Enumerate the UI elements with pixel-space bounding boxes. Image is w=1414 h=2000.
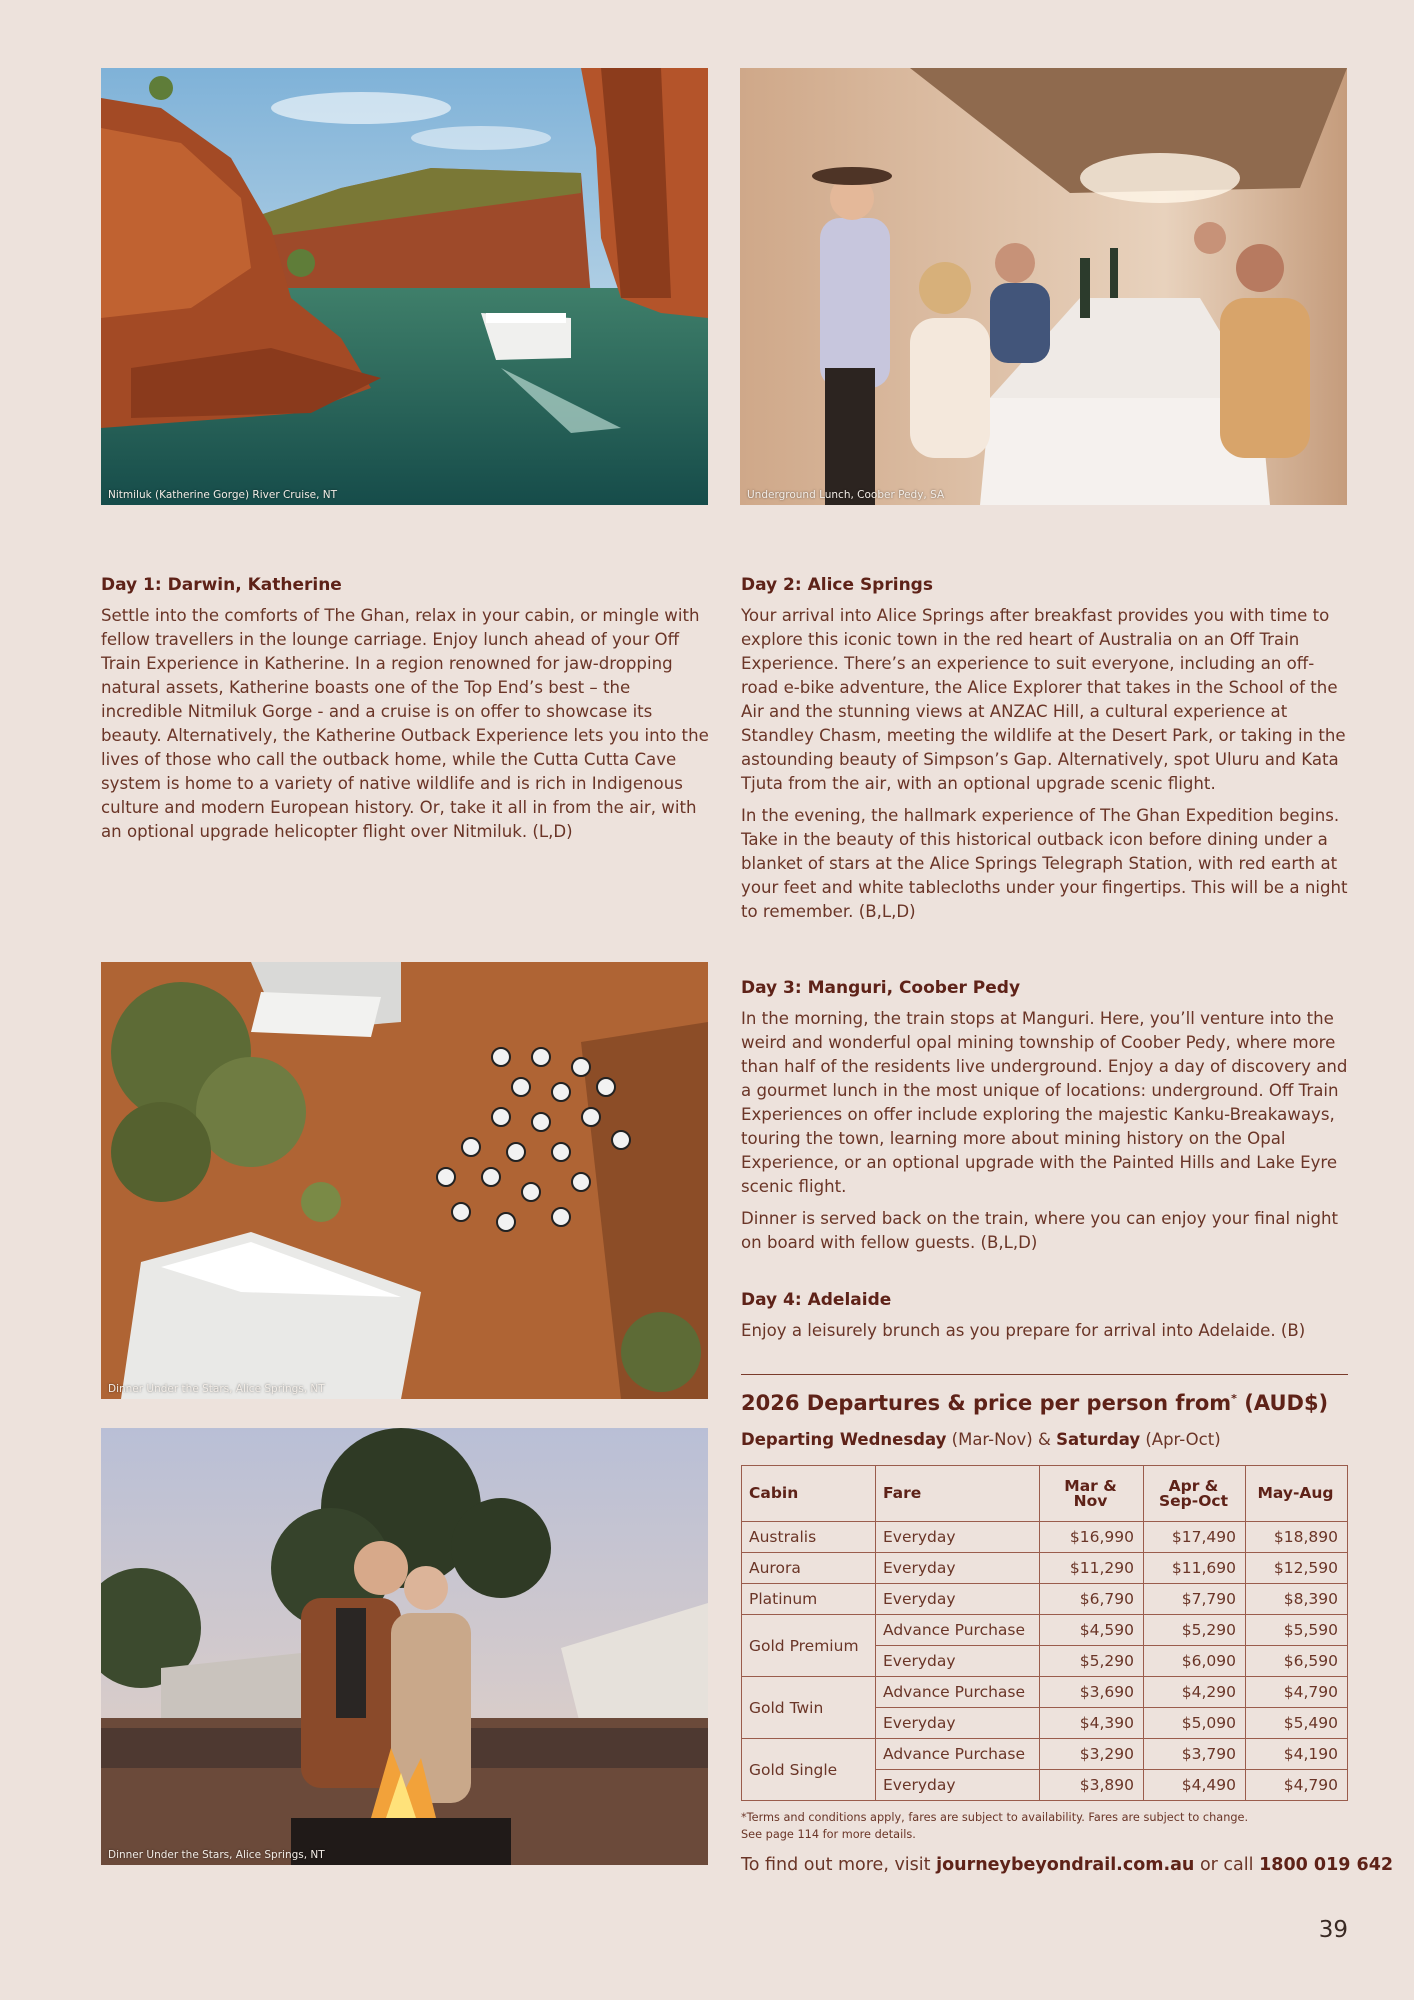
cell-price: $3,790 xyxy=(1144,1739,1246,1770)
cell-fare: Everyday xyxy=(876,1646,1040,1677)
cta-mid: or call xyxy=(1199,1855,1254,1875)
day-2-title: Day 2: Alice Springs xyxy=(741,575,933,595)
website-link[interactable]: journeybeyondrail.com.au xyxy=(936,1855,1195,1875)
cell-price: $4,490 xyxy=(1144,1770,1246,1801)
cell-price: $18,890 xyxy=(1246,1522,1348,1553)
cell-fare: Advance Purchase xyxy=(876,1739,1040,1770)
departing-range-1: (Mar-Nov) & xyxy=(951,1430,1051,1449)
gorge-illustration xyxy=(101,68,708,505)
cell-price: $8,390 xyxy=(1246,1584,1348,1615)
day-1-section xyxy=(101,574,711,852)
photo-underground-lunch xyxy=(740,68,1347,505)
cta-prefix: To find out more, visit xyxy=(741,1855,931,1875)
day-3-section xyxy=(741,977,1351,1263)
photo-caption: Underground Lunch, Coober Pedy, SA xyxy=(747,489,945,501)
cell-price: $7,790 xyxy=(1144,1584,1246,1615)
cell-price: $12,590 xyxy=(1246,1553,1348,1584)
cell-price: $4,190 xyxy=(1246,1739,1348,1770)
cell-price: $6,790 xyxy=(1040,1584,1144,1615)
cell-price: $5,090 xyxy=(1144,1708,1246,1739)
header-apr: Apr & xyxy=(1168,1476,1219,1495)
phone-number[interactable]: 1800 019 642 xyxy=(1259,1855,1394,1875)
cell-price: $5,290 xyxy=(1144,1615,1246,1646)
cell-fare: Everyday xyxy=(876,1708,1040,1739)
departing-range-2: (Apr-Oct) xyxy=(1145,1430,1221,1449)
cell-fare: Everyday xyxy=(876,1770,1040,1801)
cell-cabin: Aurora xyxy=(742,1553,876,1584)
photo-river-cruise xyxy=(101,68,708,505)
cell-price: $6,590 xyxy=(1246,1646,1348,1677)
cell-cabin: Gold Premium xyxy=(742,1615,876,1677)
day-3-title: Day 3: Manguri, Coober Pedy xyxy=(741,978,1021,998)
day-4-text: Enjoy a leisurely brunch as you prepare for arrival into Adelaide. (B) xyxy=(741,1321,1306,1340)
cell-price: $4,390 xyxy=(1040,1708,1144,1739)
header-may-aug: May-Aug xyxy=(1246,1466,1348,1522)
header-mar-nov: Mar & Nov xyxy=(1040,1466,1144,1522)
cell-cabin: Platinum xyxy=(742,1584,876,1615)
cell-price: $4,590 xyxy=(1040,1615,1144,1646)
day-1-text: Settle into the comforts of The Ghan, relax in your cabin, or mingle with fellow travellers in the lounge carriage. Enjoy lunch ahead of your Off Train Experience in Katherine. In a region renowned for jaw-dropping natural assets, Katherine boasts one of the Top End’s best – the incredible Nitmiluk Gorge - and a cruise is on offer to showcase its beauty. Alternatively, the Katherine Outback Experience lets you into the lives of those who call the outback home, while the Cutta Cutta Cave system is home to a variety of native wildlife and is rich in Indigenous culture and modern European history. Or, take it all in from the air, with an optional upgrade helicopter flight over Nitmiluk. (L,D) xyxy=(101,606,709,841)
day-3-text-2: Dinner is served back on the train, where you can enjoy your final night on board with fellow guests. (B,L,D) xyxy=(741,1209,1339,1252)
departing-day-1: Departing Wednesday xyxy=(741,1430,947,1449)
underground-illustration xyxy=(740,68,1347,505)
header-sep-oct: Sep-Oct xyxy=(1159,1491,1228,1510)
cell-price: $16,990 xyxy=(1040,1522,1144,1553)
photo-caption: Dinner Under the Stars, Alice Springs, NT xyxy=(108,1383,325,1395)
header-apr-sep-oct xyxy=(1144,1466,1246,1522)
cell-price: $5,290 xyxy=(1040,1646,1144,1677)
pricing-title-text: 2026 Departures & price per person from xyxy=(741,1391,1232,1415)
table-row xyxy=(742,1522,1348,1553)
cell-fare: Everyday xyxy=(876,1584,1040,1615)
day-2-section xyxy=(741,574,1351,932)
photo-caption: Dinner Under the Stars, Alice Springs, NT xyxy=(108,1849,325,1861)
cell-price: $3,690 xyxy=(1040,1677,1144,1708)
pricing-title-mark: * xyxy=(1231,1392,1237,1405)
price-table xyxy=(741,1465,1348,1801)
contact-line xyxy=(741,1855,1394,1875)
day-4-section xyxy=(741,1289,1351,1351)
cell-price: $4,290 xyxy=(1144,1677,1246,1708)
table-row xyxy=(742,1677,1348,1708)
table-header-row xyxy=(742,1466,1348,1522)
cell-price: $6,090 xyxy=(1144,1646,1246,1677)
departing-line xyxy=(741,1429,1348,1451)
cell-price: $4,790 xyxy=(1246,1677,1348,1708)
cell-price: $3,290 xyxy=(1040,1739,1144,1770)
photo-couple-fire xyxy=(101,1428,708,1865)
cell-price: $17,490 xyxy=(1144,1522,1246,1553)
day-4-title: Day 4: Adelaide xyxy=(741,1290,892,1310)
day-1-title: Day 1: Darwin, Katherine xyxy=(101,575,342,595)
pricing-title xyxy=(741,1385,1348,1417)
day-2-text-2: In the evening, the hallmark experience of The Ghan Expedition begins. Take in the beauty of this historical outback icon before dining under a blanket of stars at the Alice Springs Telegraph Station, with red earth at your feet and white tablecloths under your fingertips. This will be a night to remember. (B,L,D) xyxy=(741,806,1348,921)
photo-aerial-dinner xyxy=(101,962,708,1399)
cell-price: $11,690 xyxy=(1144,1553,1246,1584)
page-number: 39 xyxy=(1318,1917,1348,1943)
pricing-section xyxy=(741,1374,1394,1875)
table-row xyxy=(742,1615,1348,1646)
cell-fare: Everyday xyxy=(876,1553,1040,1584)
cell-price: $5,490 xyxy=(1246,1708,1348,1739)
terms-footnote xyxy=(741,1809,1348,1843)
cell-price: $5,590 xyxy=(1246,1615,1348,1646)
cell-cabin: Gold Single xyxy=(742,1739,876,1801)
cell-fare: Advance Purchase xyxy=(876,1677,1040,1708)
footnote-line-2: See page 114 for more details. xyxy=(741,1828,916,1841)
table-row xyxy=(742,1739,1348,1770)
photo-caption: Nitmiluk (Katherine Gorge) River Cruise, NT xyxy=(108,489,338,501)
pricing-currency: (AUD$) xyxy=(1244,1391,1329,1415)
departing-day-2: Saturday xyxy=(1056,1430,1141,1449)
header-fare: Fare xyxy=(876,1466,1040,1522)
cell-price: $4,790 xyxy=(1246,1770,1348,1801)
cell-price: $11,290 xyxy=(1040,1553,1144,1584)
cell-cabin: Gold Twin xyxy=(742,1677,876,1739)
day-3-text-1: In the morning, the train stops at Manguri. Here, you’ll venture into the weird and wonderful opal mining township of Coober Pedy, where more than half of the residents live underground. Enjoy a day of discovery and a gourmet lunch in the most unique of locations: underground. Off Train Experiences on offer include exploring the majestic Kanku-Breakaways, touring the town, learning more about mining history on the Opal Experience, or an optional upgrade with the Painted Hills and Lake Eyre scenic flight. xyxy=(741,1009,1348,1196)
divider xyxy=(741,1374,1348,1375)
table-row xyxy=(742,1584,1348,1615)
footnote-line-1: *Terms and conditions apply, fares are subject to availability. Fares are subject to change. xyxy=(741,1811,1249,1824)
table-row xyxy=(742,1553,1348,1584)
cell-fare: Advance Purchase xyxy=(876,1615,1040,1646)
header-cabin: Cabin xyxy=(742,1466,876,1522)
couple-fire-illustration xyxy=(101,1428,708,1865)
day-2-text-1: Your arrival into Alice Springs after breakfast provides you with time to explore this iconic town in the red heart of Australia on an Off Train Experience. There’s an experience to suit everyone, including an off-road e-bike adventure, the Alice Explorer that takes in the School of the Air and the stunning views at ANZAC Hill, a cultural experience at Standley Chasm, meeting the wildlife at the Desert Park, or taking in the astounding beauty of Simpson’s Gap. Alternatively, spot Uluru and Kata Tjuta from the air, with an optional upgrade scenic flight. xyxy=(741,606,1346,793)
aerial-dinner-illustration xyxy=(101,962,708,1399)
cell-price: $3,890 xyxy=(1040,1770,1144,1801)
cell-cabin: Australis xyxy=(742,1522,876,1553)
cell-fare: Everyday xyxy=(876,1522,1040,1553)
